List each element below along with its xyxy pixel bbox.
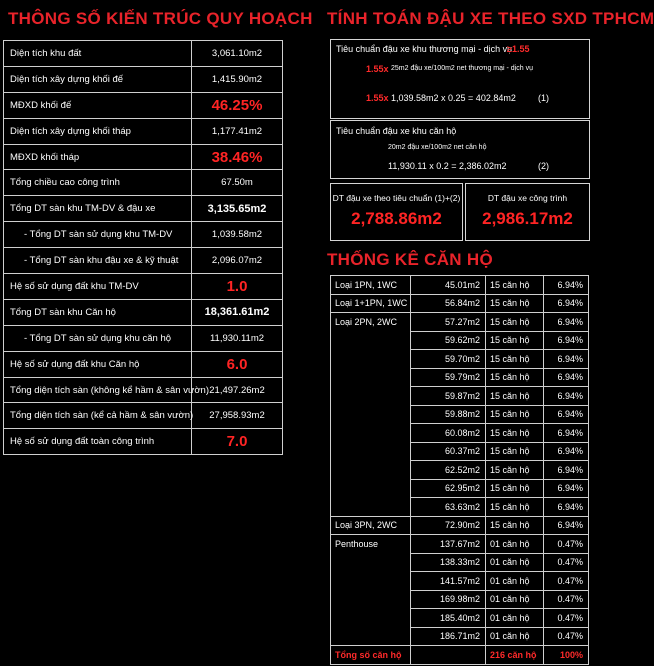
- unit-row: [331, 535, 589, 554]
- unit-count: 15 căn hộ: [486, 350, 544, 369]
- planning-value: 7.0: [192, 429, 283, 455]
- planning-value: 2,096.07m2: [192, 248, 283, 274]
- standard-parking-value: 2,788.86m2: [351, 209, 442, 228]
- unit-type: [331, 405, 411, 424]
- planning-row: [4, 299, 283, 325]
- parking-title: TÍNH TOÁN ĐẬU XE THEO SXD TPHCM: [327, 9, 654, 28]
- unit-pct: 0.47%: [544, 572, 589, 591]
- unit-area: 141.57m2: [411, 572, 486, 591]
- planning-label: Hệ số sử dụng đất khu Căn hộ: [4, 351, 192, 377]
- planning-value: 3,135.65m2: [192, 196, 283, 222]
- planning-label: Tổng DT sàn khu Căn hộ: [4, 299, 192, 325]
- unit-row: [331, 368, 589, 387]
- unit-type: [331, 479, 411, 498]
- unit-count: 15 căn hộ: [486, 368, 544, 387]
- unit-count: 01 căn hộ: [486, 553, 544, 572]
- unit-area: 185.40m2: [411, 609, 486, 628]
- unit-type: [331, 590, 411, 609]
- residential-desc: 20m2 đậu xe/100m2 net căn hộ: [388, 144, 487, 151]
- unit-area: 45.01m2: [411, 276, 486, 295]
- planning-value: 27,958.93m2: [192, 403, 283, 429]
- unit-area: 63.63m2: [411, 498, 486, 517]
- design-parking-value: 2,986.17m2: [482, 209, 573, 228]
- unit-type: Loại 2PN, 2WC: [331, 313, 411, 332]
- unit-pct: 6.94%: [544, 350, 589, 369]
- unit-total-pct: 100%: [544, 646, 589, 665]
- unit-row: [331, 350, 589, 369]
- standard-parking-box: [330, 183, 463, 241]
- unit-type: [331, 331, 411, 350]
- planning-row: [4, 351, 283, 377]
- design-parking-label: DT đậu xe công trình: [487, 193, 568, 203]
- commercial-parking-box: [330, 39, 590, 119]
- unit-count: 01 căn hộ: [486, 572, 544, 591]
- planning-row: [4, 118, 283, 144]
- unit-count: 15 căn hộ: [486, 331, 544, 350]
- unit-row: [331, 479, 589, 498]
- planning-value: 11,930.11m2: [192, 325, 283, 351]
- unit-row: [331, 590, 589, 609]
- unit-type: [331, 498, 411, 517]
- unit-type: [331, 424, 411, 443]
- residential-heading: Tiêu chuẩn đậu xe khu căn hộ: [336, 126, 457, 136]
- planning-label: Diện tích xây dựng khối đế: [4, 66, 192, 92]
- unit-area: 186.71m2: [411, 627, 486, 646]
- unit-count: 15 căn hộ: [486, 442, 544, 461]
- unit-row: [331, 294, 589, 313]
- unit-type: Penthouse: [331, 535, 411, 554]
- unit-row: [331, 313, 589, 332]
- unit-count: 01 căn hộ: [486, 535, 544, 554]
- unit-count: 15 căn hộ: [486, 387, 544, 406]
- unit-pct: 6.94%: [544, 424, 589, 443]
- unit-count: 15 căn hộ: [486, 294, 544, 313]
- unit-count: 15 căn hộ: [486, 479, 544, 498]
- planning-value: 38.46%: [192, 144, 283, 170]
- unit-pct: 0.47%: [544, 535, 589, 554]
- unit-pct: 6.94%: [544, 479, 589, 498]
- planning-value: 1.0: [192, 274, 283, 300]
- residential-ref: (2): [538, 161, 549, 171]
- unit-pct: 6.94%: [544, 461, 589, 480]
- planning-label: Tổng diện tích sàn (kể cả hầm & sân vườn): [4, 403, 192, 429]
- unit-total-count: 216 căn hộ: [486, 646, 544, 665]
- planning-label: Tổng DT sàn khu TM-DV & đậu xe: [4, 196, 192, 222]
- unit-row: [331, 276, 589, 295]
- unit-area: 56.84m2: [411, 294, 486, 313]
- unit-total-blank: [411, 646, 486, 665]
- unit-pct: 6.94%: [544, 387, 589, 406]
- planning-row: [4, 66, 283, 92]
- unit-row: [331, 387, 589, 406]
- unit-count: 15 căn hộ: [486, 461, 544, 480]
- unit-pct: 0.47%: [544, 553, 589, 572]
- planning-table: [3, 40, 283, 455]
- unit-count: 15 căn hộ: [486, 313, 544, 332]
- unit-count: 15 căn hộ: [486, 405, 544, 424]
- unit-row: [331, 405, 589, 424]
- planning-value: 3,061.10m2: [192, 41, 283, 67]
- commercial-calc: 1,039.58m2 x 0.25 = 402.84m2: [391, 93, 516, 103]
- unit-pct: 6.94%: [544, 405, 589, 424]
- unit-type: [331, 609, 411, 628]
- unit-count: 01 căn hộ: [486, 590, 544, 609]
- unit-pct: 6.94%: [544, 368, 589, 387]
- commercial-calc-rate: 1.55x: [366, 93, 389, 103]
- planning-value: 1,039.58m2: [192, 222, 283, 248]
- planning-value: 18,361.61m2: [192, 299, 283, 325]
- unit-type: [331, 387, 411, 406]
- commercial-rate: 1.55x: [366, 64, 389, 74]
- units-title: THỐNG KÊ CĂN HỘ: [327, 250, 493, 269]
- residential-calc: 11,930.11 x 0.2 = 2,386.02m2: [388, 161, 507, 171]
- unit-area: 62.95m2: [411, 479, 486, 498]
- unit-row: [331, 461, 589, 480]
- unit-area: 138.33m2: [411, 553, 486, 572]
- unit-total-row: [331, 646, 589, 665]
- standard-parking-label: DT đậu xe theo tiêu chuẩn (1)+(2): [332, 193, 461, 203]
- planning-value: 1,415.90m2: [192, 66, 283, 92]
- commercial-rate-desc: 25m2 đậu xe/100m2 net thương mại - dịch vụ: [391, 65, 533, 72]
- unit-area: 59.88m2: [411, 405, 486, 424]
- unit-type: [331, 442, 411, 461]
- unit-count: 15 căn hộ: [486, 516, 544, 535]
- planning-label: Hệ số sử dụng đất khu TM-DV: [4, 274, 192, 300]
- unit-pct: 0.47%: [544, 627, 589, 646]
- unit-type: [331, 627, 411, 646]
- unit-area: 62.52m2: [411, 461, 486, 480]
- unit-area: 60.08m2: [411, 424, 486, 443]
- planning-value: 1,177.41m2: [192, 118, 283, 144]
- planning-row: [4, 325, 283, 351]
- planning-label: MĐXD khối tháp: [4, 144, 192, 170]
- planning-label: - Tổng DT sàn sử dụng khu căn hộ: [4, 325, 192, 351]
- unit-type: Loại 3PN, 2WC: [331, 516, 411, 535]
- unit-area: 137.67m2: [411, 535, 486, 554]
- commercial-heading: Tiêu chuẩn đậu xe khu thương mại - dịch vụ: [336, 44, 513, 54]
- planning-label: MĐXD khối đế: [4, 92, 192, 118]
- planning-row: [4, 274, 283, 300]
- planning-label: - Tổng DT sàn sử dụng khu TM-DV: [4, 222, 192, 248]
- unit-pct: 0.47%: [544, 609, 589, 628]
- unit-type: [331, 350, 411, 369]
- planning-label: Tổng diện tích sàn (không kể hầm & sân vườn): [4, 377, 192, 403]
- design-parking-box: [465, 183, 590, 241]
- planning-row: [4, 403, 283, 429]
- unit-row: [331, 572, 589, 591]
- unit-area: 59.70m2: [411, 350, 486, 369]
- unit-count: 15 căn hộ: [486, 276, 544, 295]
- planning-row: [4, 429, 283, 455]
- unit-pct: 6.94%: [544, 276, 589, 295]
- planning-row: [4, 377, 283, 403]
- unit-type: [331, 572, 411, 591]
- unit-row: [331, 553, 589, 572]
- planning-label: Tổng chiều cao công trình: [4, 170, 192, 196]
- unit-area: 59.62m2: [411, 331, 486, 350]
- unit-type: [331, 553, 411, 572]
- units-table: [330, 275, 589, 665]
- left-title: THÔNG SỐ KIẾN TRÚC QUY HOẠCH: [8, 9, 313, 28]
- planning-row: [4, 92, 283, 118]
- unit-pct: 0.47%: [544, 590, 589, 609]
- residential-parking-box: [330, 120, 590, 179]
- unit-pct: 6.94%: [544, 294, 589, 313]
- planning-row: [4, 170, 283, 196]
- unit-pct: 6.94%: [544, 498, 589, 517]
- unit-row: [331, 627, 589, 646]
- planning-row: [4, 248, 283, 274]
- commercial-heading-value: ≥1.55: [507, 44, 530, 54]
- planning-label: - Tổng DT sàn khu đậu xe & kỹ thuật: [4, 248, 192, 274]
- planning-row: [4, 144, 283, 170]
- unit-pct: 6.94%: [544, 442, 589, 461]
- unit-total-label: Tổng số căn hộ: [331, 646, 411, 665]
- unit-row: [331, 331, 589, 350]
- unit-count: 01 căn hộ: [486, 609, 544, 628]
- planning-row: [4, 41, 283, 67]
- unit-pct: 6.94%: [544, 313, 589, 332]
- unit-pct: 6.94%: [544, 331, 589, 350]
- unit-row: [331, 609, 589, 628]
- planning-value: 46.25%: [192, 92, 283, 118]
- unit-row: [331, 516, 589, 535]
- unit-type: Loại 1PN, 1WC: [331, 276, 411, 295]
- unit-area: 57.27m2: [411, 313, 486, 332]
- planning-label: Hệ số sử dụng đất toàn công trình: [4, 429, 192, 455]
- unit-area: 169.98m2: [411, 590, 486, 609]
- unit-area: 59.79m2: [411, 368, 486, 387]
- planning-value: 6.0: [192, 351, 283, 377]
- unit-row: [331, 442, 589, 461]
- planning-row: [4, 196, 283, 222]
- planning-label: Diện tích xây dựng khối tháp: [4, 118, 192, 144]
- commercial-ref: (1): [538, 93, 549, 103]
- unit-type: [331, 368, 411, 387]
- planning-label: Diện tích khu đất: [4, 41, 192, 67]
- planning-value: 21,497.26m2: [192, 377, 283, 403]
- unit-type: Loại 1+1PN, 1WC: [331, 294, 411, 313]
- unit-area: 60.37m2: [411, 442, 486, 461]
- unit-row: [331, 498, 589, 517]
- unit-count: 15 căn hộ: [486, 424, 544, 443]
- unit-row: [331, 424, 589, 443]
- unit-area: 59.87m2: [411, 387, 486, 406]
- unit-pct: 6.94%: [544, 516, 589, 535]
- unit-count: 01 căn hộ: [486, 627, 544, 646]
- unit-type: [331, 461, 411, 480]
- planning-value: 67.50m: [192, 170, 283, 196]
- unit-area: 72.90m2: [411, 516, 486, 535]
- planning-row: [4, 222, 283, 248]
- unit-count: 15 căn hộ: [486, 498, 544, 517]
